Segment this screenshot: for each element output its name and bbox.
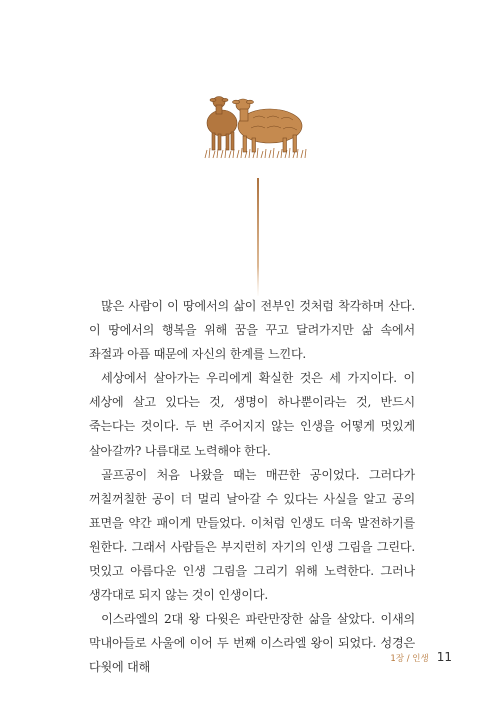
sheep-illustration-icon: [203, 88, 309, 160]
paragraph: 골프공이 처음 나왔을 때는 매끈한 공이었다. 그러다가 꺼칠꺼칠한 공이 더 멀리 날아갈 수 있다는 사실을 알고 공의 표면을 약간 패이게 만들었다. 이처럼 인생도 더욱 발전하기를 원한다. 그래서 사람들은 부지런히 자기의 인생 그림을 그린다. 멋있고 아름다운 인생 그림을 그리기 위해 노력한다. 그러나 생각대로 되지 않는 것이 인생이다.: [89, 467, 415, 603]
page-footer: [390, 650, 452, 664]
vertical-divider: [257, 178, 259, 296]
large-sheep-icon: [233, 99, 303, 152]
paragraph: 세상에서 살아가는 우리에게 확실한 것은 세 가지이다. 이 세상에 살고 있다는 것, 생명이 하나뿐이라는 것, 반드시 죽는다는 것이다. 두 번 주어지지 않는 인생을 어떻게 멋있게 살아갈까? 나름대로 노력해야 한다.: [89, 371, 415, 458]
body-text: [89, 294, 415, 680]
paragraph: 많은 사람이 이 땅에서의 삶이 전부인 것처럼 착각하며 산다. 이 땅에서의 행복을 위해 꿈을 꾸고 달려가지만 삶 속에서 좌절과 아픔 때문에 자신의 한계를 느낀다.: [89, 299, 415, 362]
small-sheep-icon: [207, 97, 237, 151]
paragraph: 이스라엘의 2대 왕 다윗은 파란만장한 삶을 살았다. 이새의 막내아들로 사울에 이어 두 번째 이스라엘 왕이 되었다. 성경은 다윗에 대해: [89, 612, 415, 675]
page-number: 11: [436, 650, 452, 664]
chapter-label: 1장 / 인생: [390, 654, 429, 664]
